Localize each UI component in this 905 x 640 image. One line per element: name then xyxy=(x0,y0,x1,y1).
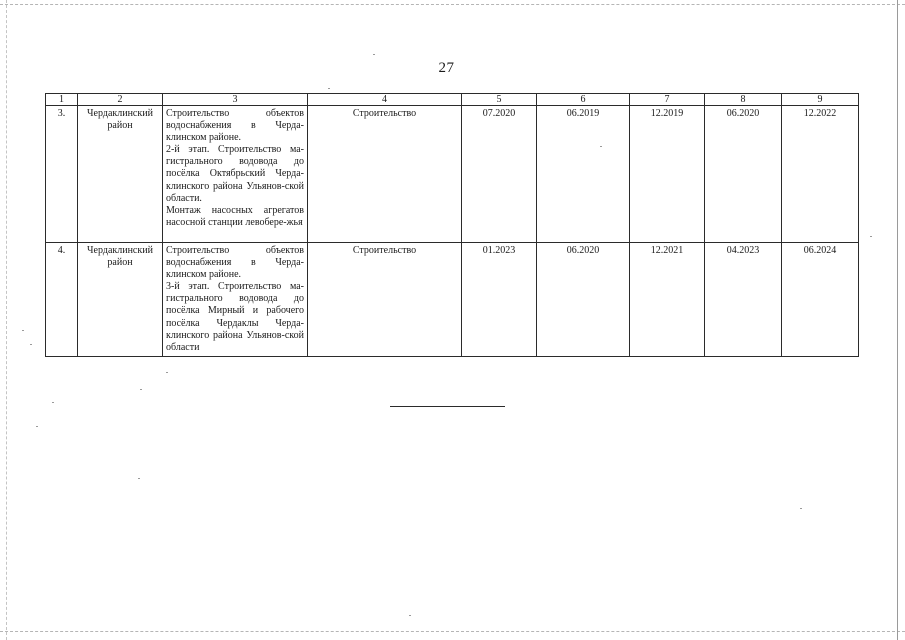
description-cell xyxy=(163,106,308,243)
data-table xyxy=(45,93,859,357)
date-cell-col6: 06.2019 xyxy=(537,106,630,243)
description-line: 2-й этап. Строительство ма-гистрального водовода до посёлка Октябрьский Черда-клинского района Ульянов-ской области. xyxy=(166,144,304,204)
column-number-header: 6 xyxy=(537,94,630,106)
page-number: 27 xyxy=(438,60,455,76)
scan-speck xyxy=(138,478,140,479)
district-cell: Чердаклинский район xyxy=(78,243,163,357)
scan-speck xyxy=(52,402,54,403)
scan-speck xyxy=(328,88,330,89)
date-cell-col5: 01.2023 xyxy=(462,243,537,357)
date-cell-col7: 12.2021 xyxy=(630,243,705,357)
scan-speck xyxy=(30,344,32,345)
description-line: Строительство объектов водоснабжения в Черда-клинском районе. xyxy=(166,108,304,144)
row-number: 4. xyxy=(46,243,78,357)
date-cell-col9: 12.2022 xyxy=(782,106,859,243)
column-number-header: 8 xyxy=(705,94,782,106)
scan-speck xyxy=(36,426,38,427)
scan-edge-bottom xyxy=(0,631,905,632)
work-type-cell: Строительство xyxy=(308,106,462,243)
column-number-header: 5 xyxy=(462,94,537,106)
description-line: 3-й этап. Строительство ма-гистрального водовода до посёлка Мирный и рабочего посёлка Чердаклы Черда-клинского района Ульянов-ской области xyxy=(166,281,304,353)
scan-speck xyxy=(166,372,168,373)
scan-speck xyxy=(870,236,872,237)
description-cell xyxy=(163,243,308,357)
date-cell-col8: 06.2020 xyxy=(705,106,782,243)
scan-speck xyxy=(800,508,802,509)
district-cell: Чердаклинский район xyxy=(78,106,163,243)
date-cell-col9: 06.2024 xyxy=(782,243,859,357)
date-cell-col5: 07.2020 xyxy=(462,106,537,243)
scan-speck xyxy=(140,389,142,390)
scan-edge-left xyxy=(6,0,7,640)
row-number: 3. xyxy=(46,106,78,243)
column-number-header: 9 xyxy=(782,94,859,106)
scan-speck xyxy=(22,330,24,331)
scan-edge-right xyxy=(897,0,898,640)
date-cell-col6: 06.2020 xyxy=(537,243,630,357)
column-number-header: 3 xyxy=(163,94,308,106)
scan-speck xyxy=(373,54,375,55)
column-number-header: 2 xyxy=(78,94,163,106)
column-number-header: 1 xyxy=(46,94,78,106)
scan-edge-top xyxy=(0,4,905,5)
work-type-cell: Строительство xyxy=(308,243,462,357)
column-number-row xyxy=(46,94,859,106)
description-line: Строительство объектов водоснабжения в Черда-клинском районе. xyxy=(166,245,304,281)
table-row xyxy=(46,243,859,357)
column-number-header: 7 xyxy=(630,94,705,106)
table-row xyxy=(46,106,859,243)
closing-rule xyxy=(390,406,505,407)
description-line: Монтаж насосных агрегатов насосной станции левобере-жья xyxy=(166,204,304,228)
column-number-header: 4 xyxy=(308,94,462,106)
scan-speck xyxy=(409,615,411,616)
date-cell-col7: 12.2019 xyxy=(630,106,705,243)
date-cell-col8: 04.2023 xyxy=(705,243,782,357)
